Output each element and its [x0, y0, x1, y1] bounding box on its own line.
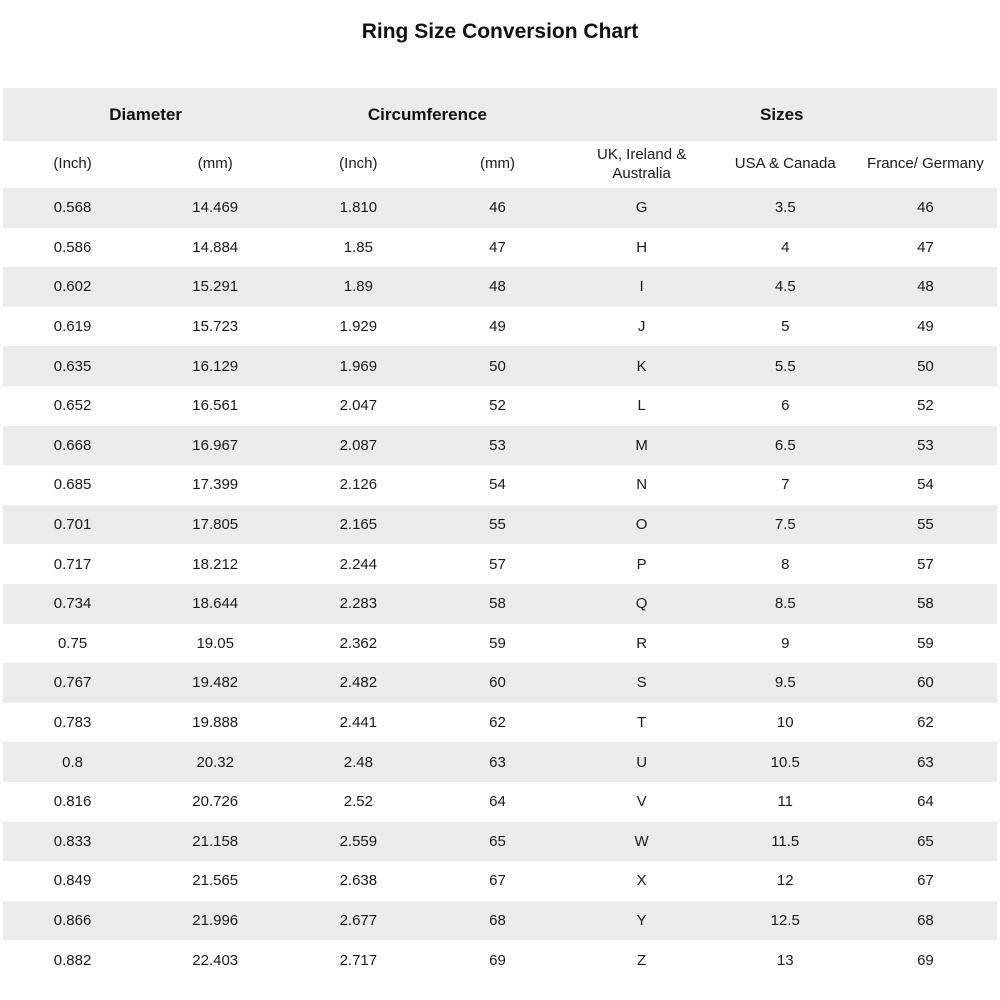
table-cell: 52 — [917, 397, 934, 415]
table-cell: 2.283 — [339, 595, 378, 613]
table-row — [3, 307, 997, 347]
table-cell: S — [636, 674, 647, 692]
table-cell: 5 — [781, 318, 790, 336]
table-cell: 46 — [489, 199, 506, 217]
column-header-usa-canada: USA & Canada — [717, 141, 854, 188]
table-cell: 0.586 — [53, 238, 92, 256]
table-cell: 2.244 — [339, 555, 378, 573]
table-cell: 11 — [777, 793, 794, 811]
table-cell: 19.482 — [192, 674, 239, 692]
table-cell: 46 — [917, 199, 934, 217]
column-header-france-germany: France/ Germany — [854, 141, 997, 188]
table-cell: 7.5 — [774, 516, 796, 534]
table-cell: M — [635, 436, 648, 454]
table-cell: 60 — [489, 674, 506, 692]
table-cell: N — [636, 476, 648, 494]
table-cell: 18.644 — [192, 595, 239, 613]
table-cell: R — [636, 634, 648, 652]
table-cell: 50 — [489, 357, 506, 375]
table-cell: 1.969 — [339, 357, 378, 375]
table-header — [3, 88, 997, 188]
table-cell: 68 — [489, 911, 506, 929]
table-cell: 0.602 — [53, 278, 92, 296]
table-cell: 48 — [489, 278, 506, 296]
table-cell: 2.441 — [339, 714, 378, 732]
table-cell: J — [637, 318, 646, 336]
table-cell: 0.701 — [53, 516, 92, 534]
table-cell: 0.635 — [53, 357, 92, 375]
table-cell: 19.05 — [196, 634, 234, 652]
table-cell: 8 — [781, 555, 790, 573]
table-row — [3, 822, 997, 862]
table-cell: 21.158 — [192, 832, 239, 850]
table-row — [3, 584, 997, 624]
table-row — [3, 901, 997, 941]
table-cell: 65 — [489, 832, 506, 850]
table-cell: 4 — [781, 238, 790, 256]
table-cell: 16.561 — [192, 397, 239, 415]
table-cell: K — [636, 357, 647, 375]
table-cell: 2.126 — [339, 476, 378, 494]
table-cell: G — [635, 199, 648, 217]
table-cell: 2.362 — [339, 634, 378, 652]
table-cell: 2.48 — [343, 753, 373, 771]
table-row — [3, 861, 997, 901]
table-cell: Y — [636, 911, 647, 929]
table-row — [3, 267, 997, 307]
table-cell: 0.717 — [53, 555, 92, 573]
table-cell: 5.5 — [774, 357, 796, 375]
table-cell: 47 — [489, 238, 506, 256]
table-cell: 59 — [489, 634, 506, 652]
column-header-diameter-mm: (mm) — [142, 141, 288, 188]
table-row — [3, 465, 997, 505]
table-row — [3, 663, 997, 703]
table-cell: 14.469 — [192, 199, 239, 217]
table-cell: 52 — [489, 397, 506, 415]
column-header-diameter-inch: (Inch) — [3, 141, 142, 188]
table-cell: 12 — [776, 872, 794, 890]
table-cell: 0.652 — [53, 397, 92, 415]
table-cell: 2.165 — [339, 516, 378, 534]
table-cell: 65 — [917, 832, 934, 850]
table-row — [3, 386, 997, 426]
table-cell: 49 — [489, 318, 506, 336]
table-cell: 9 — [781, 634, 790, 652]
group-header-circumference: Circumference — [288, 88, 566, 141]
table-cell: 0.8 — [62, 753, 83, 771]
table-cell: 54 — [917, 476, 934, 494]
table-cell: 1.89 — [343, 278, 373, 296]
table-cell: 2.482 — [339, 674, 378, 692]
table-cell: 11.5 — [771, 832, 800, 850]
table-cell: 50 — [917, 357, 934, 375]
table-cell: 63 — [917, 753, 934, 771]
column-header-row — [3, 141, 997, 188]
table-cell: 18.212 — [192, 555, 239, 573]
table-cell: 3.5 — [774, 199, 796, 217]
table-row — [3, 703, 997, 743]
table-row — [3, 188, 997, 228]
table-row — [3, 782, 997, 822]
table-cell: 60 — [917, 674, 934, 692]
group-header-diameter: Diameter — [3, 88, 288, 141]
table-cell: 0.568 — [53, 199, 92, 217]
table-cell: 12.5 — [770, 911, 800, 929]
table-cell: 0.783 — [53, 714, 92, 732]
table-cell: 16.129 — [192, 357, 239, 375]
table-cell: 2.717 — [339, 951, 378, 969]
table-cell: 53 — [489, 436, 506, 454]
ring-size-conversion-table — [3, 88, 997, 980]
table-cell: 17.805 — [192, 516, 239, 534]
table-cell: 2.638 — [339, 872, 378, 890]
table-cell: 64 — [489, 793, 506, 811]
table-row — [3, 228, 997, 268]
page-title: Ring Size Conversion Chart — [361, 20, 639, 43]
table-cell: T — [637, 714, 647, 732]
table-row — [3, 505, 997, 545]
page — [0, 19, 1000, 980]
table-cell: P — [636, 555, 647, 573]
table-cell: 59 — [917, 634, 934, 652]
table-row — [3, 426, 997, 466]
table-cell: 16.967 — [192, 436, 239, 454]
table-row — [3, 624, 997, 664]
column-header-circumference-inch: (Inch) — [288, 141, 428, 188]
table-cell: I — [639, 278, 644, 296]
table-cell: 6 — [781, 397, 790, 415]
table-cell: 2.087 — [339, 436, 378, 454]
table-cell: 2.047 — [339, 397, 378, 415]
table-cell: 47 — [917, 238, 934, 256]
table-cell: 4.5 — [774, 278, 796, 296]
table-cell: 1.85 — [343, 238, 373, 256]
table-cell: 0.816 — [53, 793, 92, 811]
table-cell: H — [636, 238, 648, 256]
table-cell: 0.849 — [53, 872, 92, 890]
table-cell: 67 — [489, 872, 506, 890]
table-cell: 0.833 — [53, 832, 92, 850]
table-cell: 22.403 — [192, 951, 239, 969]
table-cell: 62 — [489, 714, 506, 732]
table-row — [3, 940, 997, 980]
table-cell: 2.559 — [339, 832, 378, 850]
table-row — [3, 544, 997, 584]
table-cell: 53 — [917, 436, 934, 454]
table-cell: 54 — [489, 476, 506, 494]
column-header-circumference-mm: (mm) — [428, 141, 566, 188]
table-cell: 14.884 — [192, 238, 239, 256]
table-cell: Z — [637, 951, 647, 969]
table-cell: L — [637, 397, 646, 415]
table-cell: 0.767 — [53, 674, 92, 692]
table-cell: 0.685 — [53, 476, 92, 494]
table-cell: 64 — [917, 793, 934, 811]
table-cell: 20.32 — [196, 753, 234, 771]
table-cell: 0.734 — [53, 595, 92, 613]
table-cell: 55 — [917, 516, 934, 534]
table-cell: 62 — [917, 714, 934, 732]
table-cell: 13 — [776, 951, 794, 969]
group-header-sizes: Sizes — [567, 88, 997, 141]
table-cell: W — [634, 832, 649, 850]
table-cell: 67 — [917, 872, 934, 890]
table-cell: U — [636, 753, 648, 771]
table-cell: 58 — [917, 595, 934, 613]
table-cell: 0.882 — [53, 951, 92, 969]
table-cell: 9.5 — [774, 674, 796, 692]
table-cell: 58 — [489, 595, 506, 613]
table-cell: O — [635, 516, 648, 534]
table-cell: 0.75 — [57, 634, 88, 652]
table-cell: 15.291 — [192, 278, 239, 296]
table-cell: 63 — [489, 753, 506, 771]
table-cell: 69 — [489, 951, 506, 969]
table-cell: 15.723 — [192, 318, 239, 336]
table-cell: 10 — [776, 714, 794, 732]
table-cell: 6.5 — [774, 436, 796, 454]
table-cell: 21.996 — [192, 911, 239, 929]
table-cell: 1.929 — [339, 318, 378, 336]
table-cell: 55 — [489, 516, 506, 534]
table-cell: 57 — [489, 555, 506, 573]
table-cell: 2.52 — [343, 793, 373, 811]
table-cell: 1.810 — [339, 199, 378, 217]
table-cell: 49 — [917, 318, 934, 336]
table-cell: 10.5 — [770, 753, 800, 771]
table-cell: 19.888 — [192, 714, 239, 732]
table-cell: 7 — [781, 476, 790, 494]
table-cell: 0.866 — [53, 911, 92, 929]
table-body — [3, 188, 997, 980]
table-cell: 2.677 — [339, 911, 378, 929]
table-cell: V — [636, 793, 647, 811]
table-cell: Q — [635, 595, 648, 613]
table-cell: 57 — [917, 555, 934, 573]
table-cell: 69 — [917, 951, 934, 969]
table-cell: 0.619 — [53, 318, 92, 336]
column-header-uk-ireland-australia: UK, Ireland & Australia — [567, 141, 717, 188]
table-cell: 21.565 — [192, 872, 239, 890]
table-cell: X — [636, 872, 647, 890]
table-cell: 48 — [917, 278, 934, 296]
table-cell: 0.668 — [53, 436, 92, 454]
table-row — [3, 346, 997, 386]
table-cell: 68 — [917, 911, 934, 929]
table-row — [3, 742, 997, 782]
table-cell: 17.399 — [192, 476, 239, 494]
table-cell: 8.5 — [774, 595, 796, 613]
table-cell: 20.726 — [192, 793, 239, 811]
group-header-row — [3, 88, 997, 141]
